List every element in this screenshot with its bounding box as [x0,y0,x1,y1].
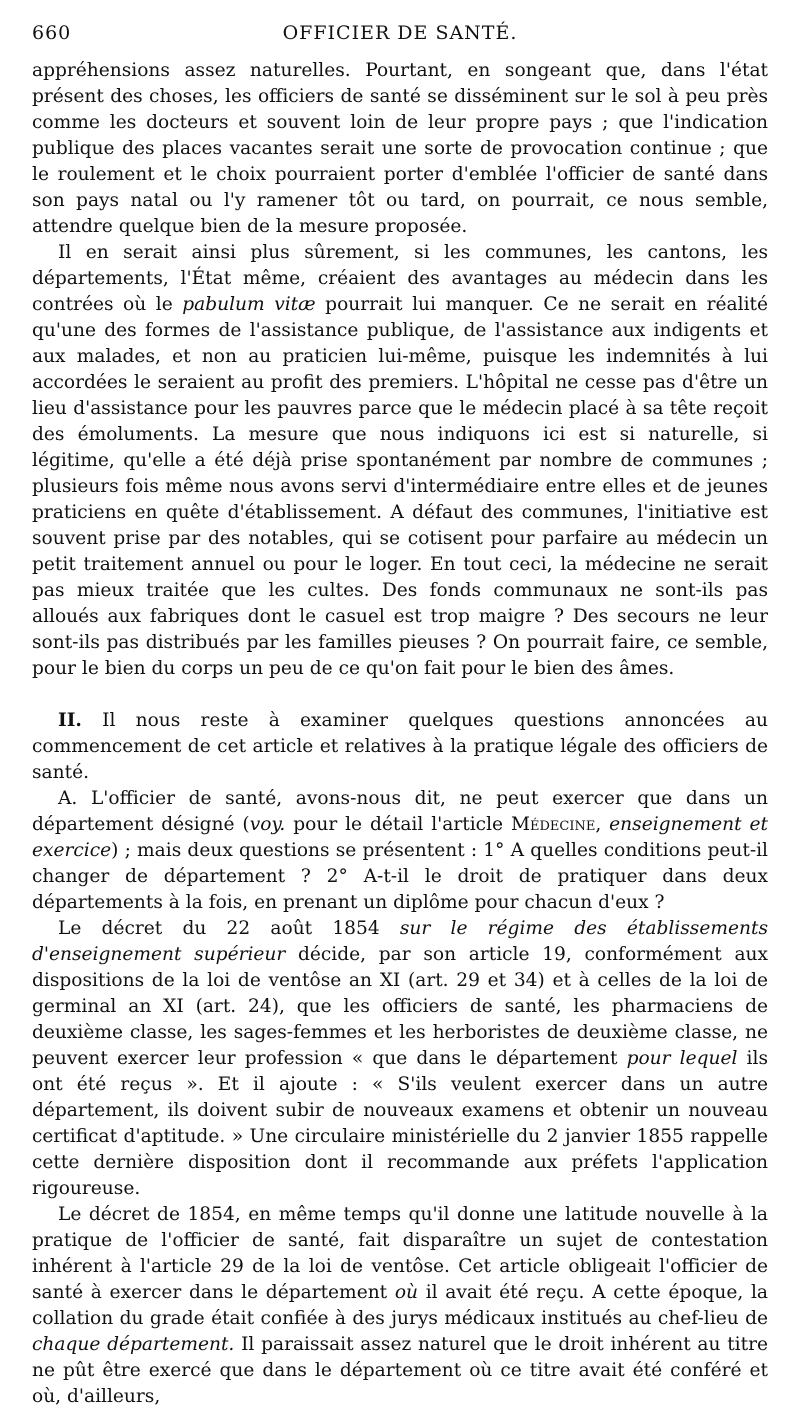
section-ii-paragraph [32,708,768,786]
paragraph-5-text-c: ils ont été reçus ». Et il ajoute : « S'ils veulent exercer dans un autre département, ils doivent subir de nouveaux examens et obtenir un nouveau certificat d'aptitude. » Une circulaire ministérielle du 2 janvier 1855 rappelle cette dernière disposition dont il recommande aux préfets l'application rigoureuse. [32,1048,768,1199]
paragraph-4 [32,786,768,916]
latin-phrase: pabulum vitæ [182,294,316,315]
section-number: II. [58,710,82,731]
voy-abbrev: voy. [249,814,286,835]
section-spacer [32,682,768,708]
paragraph-6-text-c: Il paraissait assez naturel que le droit inhérent au titre ne pût être exercé que dans le département où ce titre avait été conféré et où, d'ailleurs, [32,1334,768,1407]
paragraph-1-text: appréhensions assez naturelles. Pourtant, en songeant que, dans l'état présent des choses, les officiers de santé se disséminent sur le sol à peu près comme les docteurs et souvent loin de leur propre pays ; que l'indication publique des places vacantes serait une sorte de provocation continue ; que le roulement et le choix pourraient porter d'emblée l'officier de santé dans son pays natal ou l'y ramener tôt ou tard, on pourrait, ce nous semble, attendre quelque bien de la mesure proposée. [32,60,768,237]
paragraph-6-text-b: il avait été reçu. A cette époque, la collation du grade était confiée à des jurys médicaux institués au chef-lieu de [32,1282,768,1329]
page-header [32,22,768,58]
page-number: 660 [32,22,72,44]
running-title: OFFICIER DE SANTÉ. [282,22,518,44]
paragraph-4-text-d: ) ; mais deux questions se présentent : 1° A quelles conditions peut-il changer de département ? 2° A-t-il le droit de pratiquer dans deux départements à la fois, en prenant un diplôme pour chacun d'eux ? [32,840,768,913]
document-page [32,22,768,1410]
emphasis-chaque-departement: chaque département. [32,1334,235,1355]
paragraph-2-text-b: pourrait lui manquer. Ce ne serait en réalité qu'une des formes de l'assistance publique, de l'assistance aux indigents et aux malades, et non au praticien lui-même, puisque les indemnités à lui accordées le seraient au profit des premiers. L'hôpital ne cesse pas d'être un lieu d'assistance pour les pauvres parce que le médecin placé à sa tête reçoit des émoluments. La mesure que nous indiquons ici est si naturelle, si légitime, qu'elle a été déjà prise spontanément par nombre de communes ; plusieurs fois même nous avons servi d'intermédiaire entre elles et de jeunes praticiens en quête d'établissement. A défaut des communes, l'initiative est souvent prise par des notables, qui se cotisent pour parfaire au médecin un petit traitement annuel ou pour le loger. En tout ceci, la médecine ne serait pas mieux traitée que les cultes. Des fonds communaux ne sont-ils pas alloués aux fabriques dont le casuel est trop maigre ? Des secours ne leur sont-ils pas distribués par les familles pieuses ? On pourrait faire, ce semble, pour le bien du corps un peu de ce qu'on fait pour le bien des âmes. [32,294,768,679]
article-reference: Médecine [510,814,596,835]
emphasis-pour-lequel: pour lequel [626,1048,738,1069]
paragraph-4-text-c: , [595,814,610,835]
paragraph-4-text-b: pour le détail l'article [285,814,511,835]
paragraph-1 [32,58,768,240]
decree-title: sur le régime des établissements d'enseignement supérieur [32,918,768,965]
paragraph-4-text-a: A. L'officier de santé, avons-nous dit, ne peut exercer que dans un département désigné ( [32,788,768,835]
paragraph-5-text-a: Le décret du 22 août 1854 [58,918,400,939]
paragraph-5 [32,916,768,1202]
paragraph-5-text-b: décide, par son article 19, conformément aux dispositions de la loi de ventôse an XI (art. 29 et 34) et à celles de la loi de germinal an XI (art. 24), que les officiers de santé, les pharmaciens de deuxième classe, les sages-femmes et les herboristes de deuxième classe, ne peuvent exercer leur profession « que dans le département [32,944,768,1069]
section-ii-text: Il nous reste à examiner quelques questions annoncées au commencement de cet article et relatives à la pratique légale des officiers de santé. [32,710,768,783]
paragraph-2 [32,240,768,682]
emphasis-ou: où [394,1282,419,1303]
paragraph-6 [32,1202,768,1410]
paragraph-2-text-a: Il en serait ainsi plus sûrement, si les communes, les cantons, les départements, l'État même, créaient des avantages au médecin dans les contrées où le [32,242,768,315]
paragraph-6-text-a: Le décret de 1854, en même temps qu'il donne une latitude nouvelle à la pratique de l'officier de santé, fait disparaître un sujet de contestation inhérent à l'article 29 de la loi de ventôse. Cet article obligeait l'officier de santé à exercer dans le département [32,1204,768,1303]
article-subtitle: enseignement et exercice [32,814,768,861]
